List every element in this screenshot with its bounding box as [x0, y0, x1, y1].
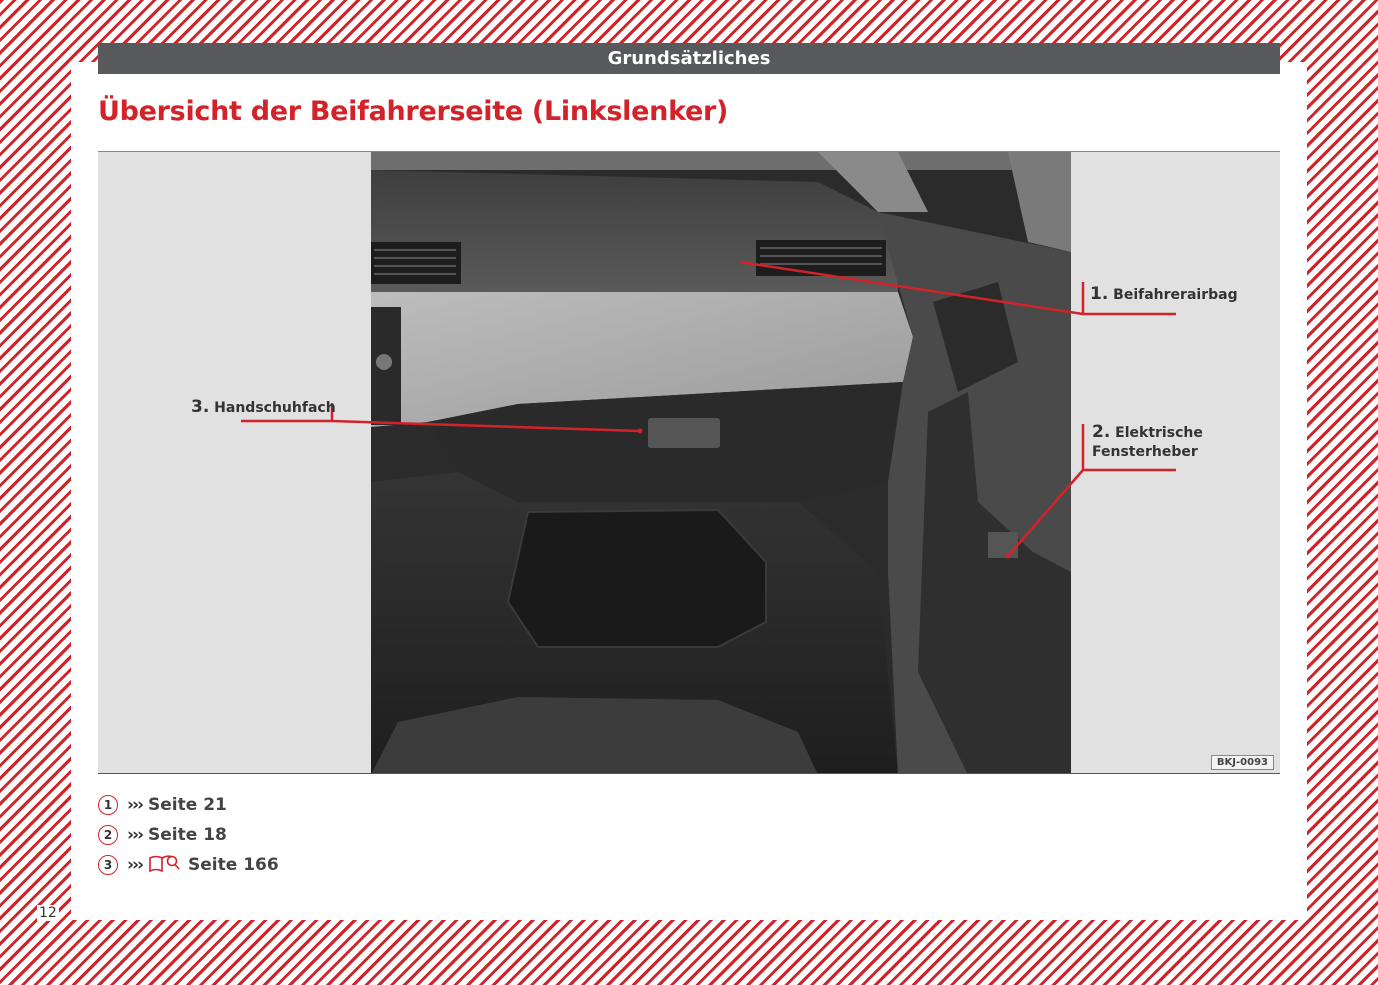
- reference-item-3[interactable]: [98, 850, 279, 880]
- reference-link[interactable]: Seite 18: [148, 825, 227, 845]
- reference-arrow-icon: ›››: [127, 795, 143, 815]
- reference-link[interactable]: Seite 21: [148, 795, 227, 815]
- callout-text: Elektrische: [1115, 425, 1203, 441]
- circled-number-marker: 1: [98, 795, 118, 815]
- callout-text: Beifahrerairbag: [1113, 287, 1238, 303]
- dashboard-figure: [98, 151, 1280, 774]
- callout-number: 2.: [1092, 422, 1111, 442]
- callout-text-line2: Fensterheber: [1092, 444, 1198, 460]
- reference-list: [98, 790, 279, 880]
- page-number: 12: [39, 905, 57, 921]
- section-header: [98, 43, 1280, 74]
- reference-arrow-icon: ›››: [127, 855, 143, 875]
- circled-number-marker: 2: [98, 825, 118, 845]
- figure-code: BKJ-0093: [1211, 755, 1274, 770]
- reference-item-1[interactable]: [98, 790, 279, 820]
- section-header-title: Grundsätzliches: [607, 48, 771, 69]
- passenger-side-photo: [98, 152, 1280, 774]
- page-title: Übersicht der Beifahrerseite (Linkslenker): [98, 96, 729, 127]
- reference-link[interactable]: Seite 166: [188, 855, 279, 875]
- reference-arrow-icon: ›››: [127, 825, 143, 845]
- callout-label-3: [191, 398, 336, 418]
- callout-label-1: [1090, 285, 1238, 305]
- callout-label-2: [1092, 423, 1203, 462]
- callout-number: 3.: [191, 397, 210, 417]
- owner-manual-book-icon: [148, 853, 180, 878]
- callout-number: 1.: [1090, 284, 1109, 304]
- callout-text: Handschuhfach: [214, 400, 336, 416]
- reference-item-2[interactable]: [98, 820, 279, 850]
- circled-number-marker: 3: [98, 855, 118, 875]
